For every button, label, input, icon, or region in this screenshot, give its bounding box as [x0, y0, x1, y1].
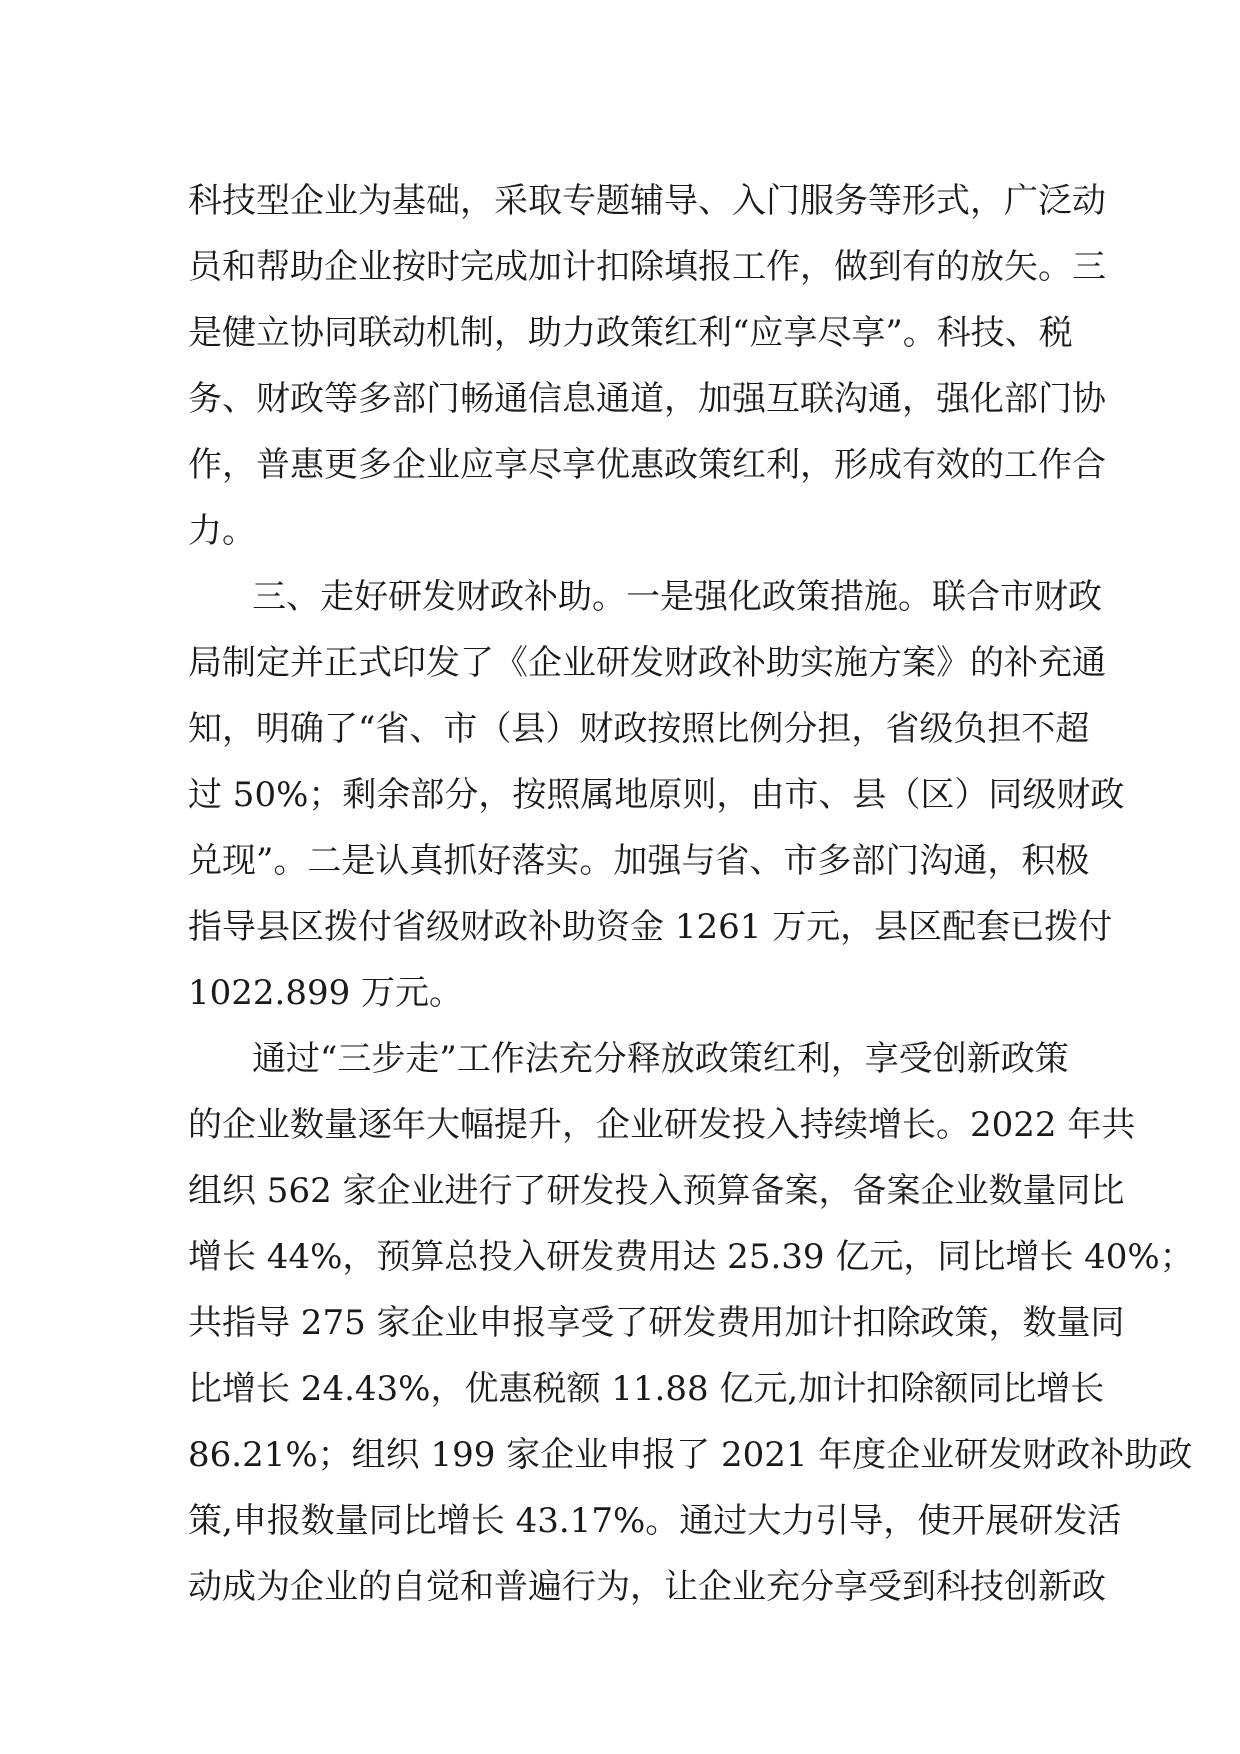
text-line: 三、走好研发财政补助。一是强化政策措施。联合市财政	[252, 577, 1102, 617]
text-line: 兑现”。二是认真抓好落实。加强与省、市多部门沟通，积极	[188, 841, 1090, 881]
text-line: 增长 44%，预算总投入研发费用达 25.39 亿元，同比增长 40%；	[188, 1237, 1194, 1277]
text-line: 过 50%；剩余部分，按照属地原则，由市、县（区）同级财政	[188, 775, 1125, 815]
text-line: 作，普惠更多企业应享尽享优惠政策红利，形成有效的工作合	[188, 445, 1106, 485]
text-line: 务、财政等多部门畅通信息通道，加强互联沟通，强化部门协	[188, 379, 1106, 419]
text-line: 1022.899 万元。	[188, 973, 464, 1013]
text-line: 通过“三步走”工作法充分释放政策红利，享受创新政策	[252, 1039, 1069, 1079]
document-body	[188, 168, 1194, 1620]
text-line: 员和帮助企业按时完成加计扣除填报工作，做到有的放矢。三	[188, 247, 1106, 287]
text-line: 知，明确了“省、市（县）财政按照比例分担，省级负担不超	[188, 709, 1090, 749]
text-line: 科技型企业为基础，采取专题辅导、入门服务等形式，广泛动	[188, 181, 1106, 221]
text-line: 比增长 24.43%，优惠税额 11.88 亿元,加计扣除额同比增长	[188, 1369, 1105, 1409]
text-line: 86.21%；组织 199 家企业申报了 2021 年度企业研发财政补助政	[188, 1435, 1193, 1475]
text-line: 力。	[188, 511, 256, 551]
text-line: 动成为企业的自觉和普遍行为，让企业充分享受到科技创新政	[188, 1567, 1106, 1607]
text-line: 组织 562 家企业进行了研发投入预算备案，备案企业数量同比	[188, 1171, 1125, 1211]
text-line: 共指导 275 家企业申报享受了研发费用加计扣除政策，数量同	[188, 1303, 1125, 1343]
text-line: 的企业数量逐年大幅提升，企业研发投入持续增长。2022 年共	[188, 1105, 1136, 1145]
paragraph-2	[188, 564, 1125, 1026]
text-line: 策,申报数量同比增长 43.17%。通过大力引导，使开展研发活	[188, 1501, 1122, 1541]
paragraph-1	[188, 168, 1106, 564]
text-line: 局制定并正式印发了《企业研发财政补助实施方案》的补充通	[188, 643, 1106, 683]
paragraph-3	[188, 1026, 1194, 1620]
text-line: 是健立协同联动机制，助力政策红利“应享尽享”。科技、税	[188, 313, 1073, 353]
text-line: 指导县区拨付省级财政补助资金 1261 万元，县区配套已拨付	[188, 907, 1113, 947]
